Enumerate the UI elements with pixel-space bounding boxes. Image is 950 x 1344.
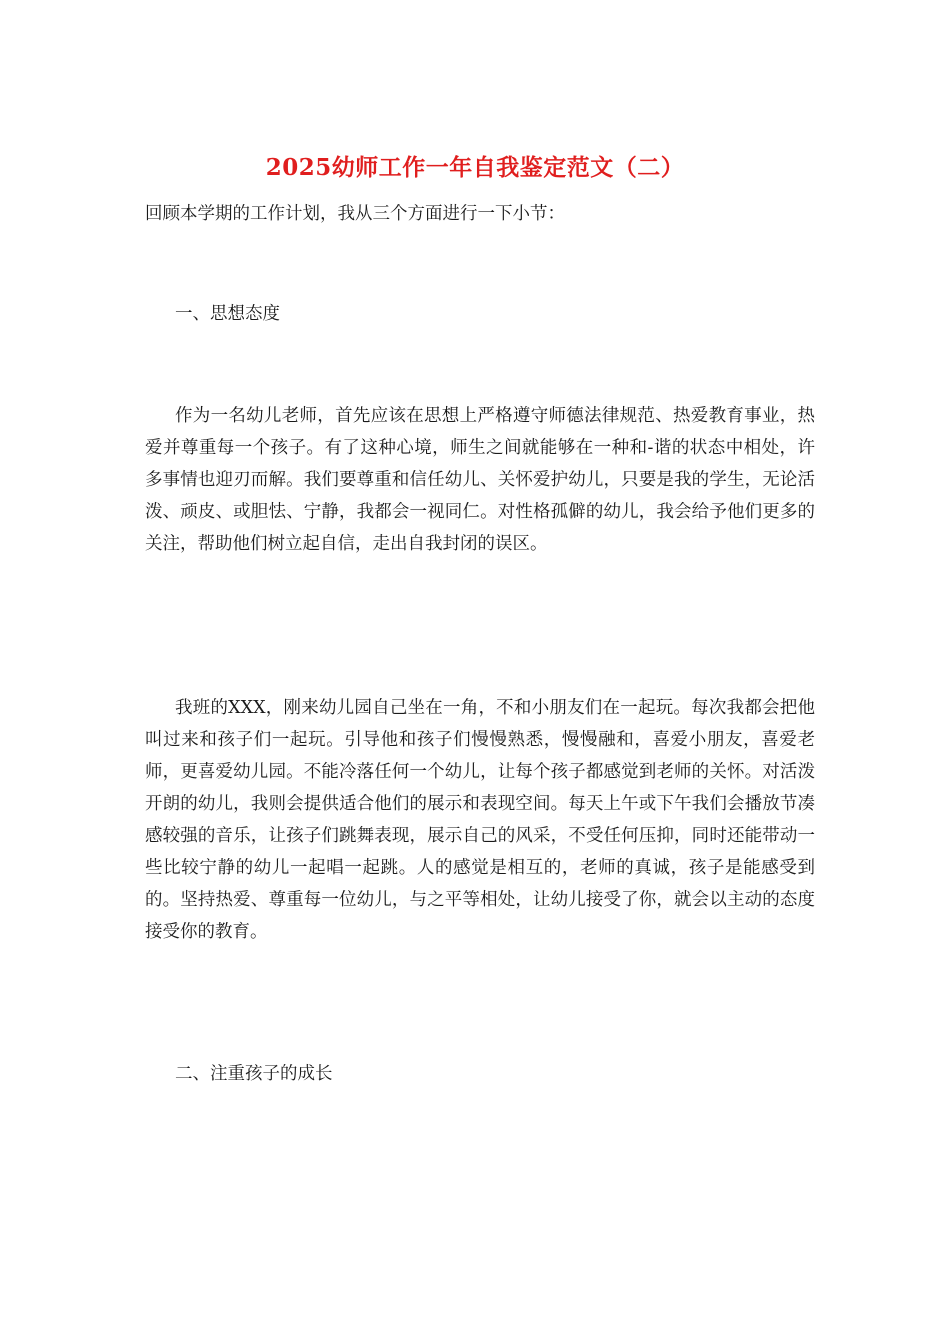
- section1-paragraph-1: 作为一名幼儿老师，首先应该在思想上严格遵守师德法律规范、热爱教育事业，热爱并尊重每一个孩子。有了这种心境，师生之间就能够在一种和-谐的状态中相处，许多事情也迎刃而解。我们要尊重和信任幼儿、关怀爱护幼儿，只要是我的学生，无论活泼、顽皮、或胆怯、宁静，我都会一视同仁。对性格孤僻的幼儿，我会给予他们更多的关注，帮助他们树立起自信，走出自我封闭的误区。: [145, 406, 815, 554]
- intro-text: 回顾本学期的工作计划，我从三个方面进行一下小节：: [145, 204, 565, 224]
- section-heading-2: 二、注重孩子的成长: [175, 1064, 333, 1084]
- document-title: 2025幼师工作一年自我鉴定范文（二）: [265, 154, 685, 181]
- section-heading-1: 一、思想态度: [175, 304, 280, 324]
- section1-paragraph-2: 我班的XXX，刚来幼儿园自己坐在一角，不和小朋友们在一起玩。每次我都会把他叫过来和孩子们一起玩。引导他和孩子们慢慢熟悉，慢慢融和，喜爱小朋友，喜爱老师，更喜爱幼儿园。不能冷落任何一个幼儿，让每个孩子都感觉到老师的关怀。对活泼开朗的幼儿，我则会提供适合他们的展示和表现空间。每天上午或下午我们会播放节凑感较强的音乐，让孩子们跳舞表现，展示自己的风采，不受任何压抑，同时还能带动一些比较宁静的幼儿一起唱一起跳。人的感觉是相互的，老师的真诚，孩子是能感受到的。坚持热爱、尊重每一位幼儿，与之平等相处，让幼儿接受了你，就会以主动的态度接受你的教育。: [145, 698, 815, 942]
